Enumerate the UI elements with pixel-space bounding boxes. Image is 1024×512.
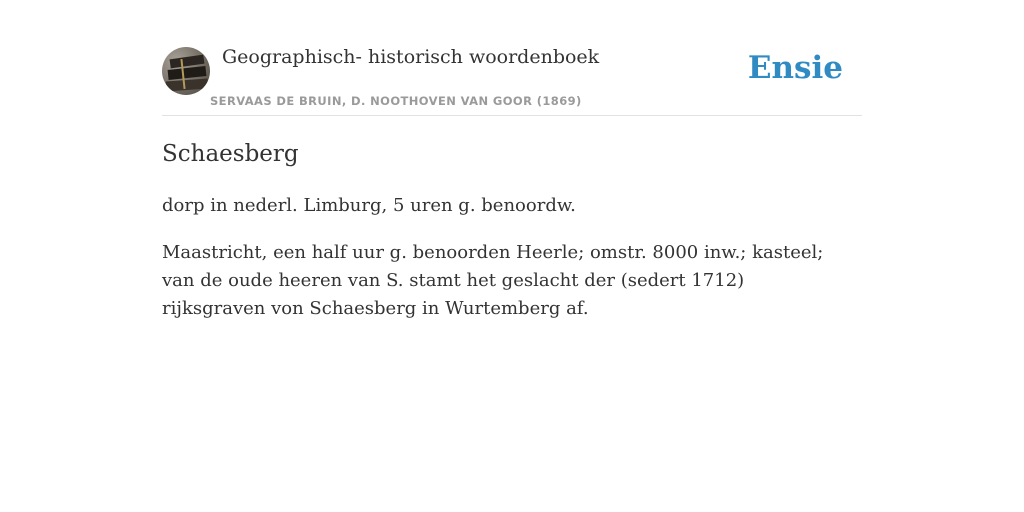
- entry-title: Schaesberg: [162, 141, 299, 167]
- book-icon: [168, 66, 207, 80]
- entry-paragraph: dorp in nederl. Limburg, 5 uren g. benoordw.: [162, 195, 576, 216]
- header: [162, 0, 862, 116]
- book-icon: [166, 79, 209, 92]
- book-cover-avatar[interactable]: [162, 47, 210, 95]
- entry-paragraph: Maastricht, een half uur g. benoorden Heerle; omstr. 8000 inw.; kasteel; van de oude heeren van S. stamt het geslacht der (sedert 1712) rijksgraven von Schaesberg in Wurtemberg af.: [162, 242, 824, 319]
- ensie-logo-link[interactable]: Ensie: [747, 50, 843, 86]
- book-author: SERVAAS DE BRUIN, D. NOOTHOVEN VAN GOOR (1869): [210, 94, 582, 108]
- page: [162, 0, 862, 319]
- book-title[interactable]: Geographisch- historisch woordenboek: [222, 46, 600, 68]
